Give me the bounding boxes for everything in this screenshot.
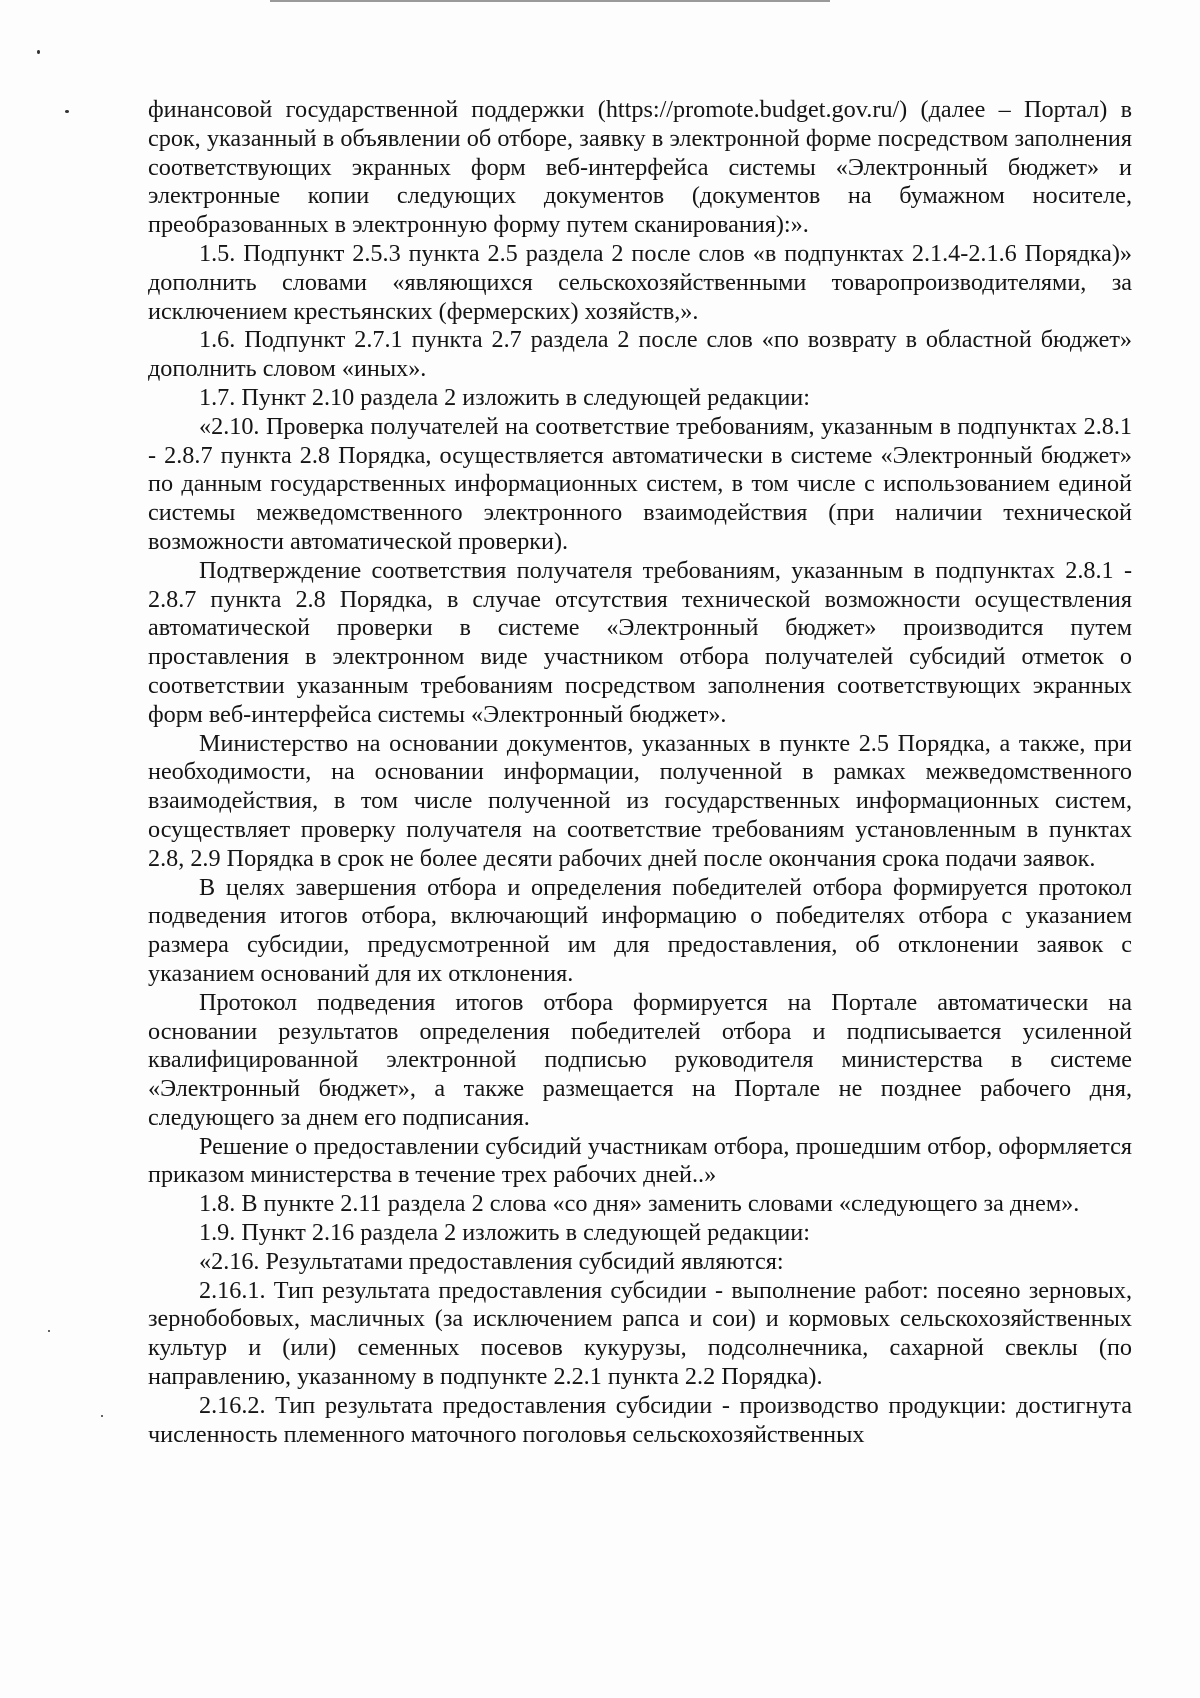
paragraph: 1.5. Подпункт 2.5.3 пункта 2.5 раздела 2 после слов «в подпунктах 2.1.4-2.1.6 Порядка)» дополнить словами «являющихся сельскохозяйственными товаропроизводителями, за исключением крестьянских (фермерских) хозяйств,». [148,239,1132,325]
paragraph: В целях завершения отбора и определения победителей отбора формируется протокол подведения итогов отбора, включающий информацию о победителях отбора с указанием размера субсидии, предусмотренной им для предоставления, об отклонении заявок с указанием оснований для их отклонения. [148,873,1132,987]
scan-speck [48,1330,50,1332]
paragraph: Решение о предоставлении субсидий участникам отбора, прошедшим отбор, оформляется приказом министерства в течение трех рабочих дней..» [148,1132,1132,1189]
paragraph: 1.7. Пункт 2.10 раздела 2 изложить в следующей редакции: [199,383,810,411]
paragraph: Министерство на основании документов, указанных в пункте 2.5 Порядка, а также, при необходимости, на основании информации, полученной в рамках межведомственного взаимодействия, в том числе полученной из государственных информационных систем, осуществляет проверку получателя на соответствие требованиям установленным в пунктах 2.8, 2.9 Порядка в срок не более десяти рабочих дней после окончания срока подачи заявок. [148,729,1132,872]
paragraph: Подтверждение соответствия получателя требованиям, указанным в подпунктах 2.8.1 - 2.8.7 пункта 2.8 Порядка, в случае отсутствия технической возможности осуществления автоматической проверки в системе «Электронный бюджет» производится путем проставления в электронном виде участником отбора получателей субсидий отметок о соответствии указанным требованиям посредством заполнения соответствующих экранных форм веб-интерфейса системы «Электронный бюджет». [148,556,1132,728]
scan-top-edge [270,0,830,2]
paragraph: 1.6. Подпункт 2.7.1 пункта 2.7 раздела 2 после слов «по возврату в областной бюджет» дополнить словом «иных». [148,326,1132,383]
paragraph: 1.9. Пункт 2.16 раздела 2 изложить в следующей редакции: [199,1219,810,1247]
scan-speck [65,110,69,113]
paragraph: 2.16.1. Тип результата предоставления субсидии - выполнение работ: посеяно зерновых, зернобобовых, масличных (за исключением рапса и сои) и кормовых сельскохозяйственных культур и (или) семенных посевов кукурузы, подсолнечника, сахарной свеклы (по направлению, указанному в подпункте 2.2.1 пункта 2.2 Порядка). [148,1276,1132,1391]
paragraph: «2.10. Проверка получателей на соответствие требованиям, указанным в подпунктах 2.8.1 - 2.8.7 пункта 2.8 Порядка, осуществляется автоматически в системе «Электронный бюджет» по данным государственных информационных систем, в том числе с использованием единой системы межведомственного электронного взаимодействия (при наличии технической возможности автоматической проверки). [148,412,1132,555]
scan-speck [101,1415,103,1417]
paragraph: «2.16. Результатами предоставления субсидий являются: [199,1247,784,1275]
paragraph: 1.8. В пункте 2.11 раздела 2 слова «со дня» заменить словами «следующего за днем». [199,1190,1080,1218]
scan-speck [37,50,40,54]
document-body [148,96,1132,1449]
paragraph: финансовой государственной поддержки (https://promote.budget.gov.ru/) (далее – Портал) в срок, указанный в объявлении об отборе, заявку в электронной форме посредством заполнения соответствующих экранных форм веб-интерфейса системы «Электронный бюджет» и электронные копии следующих документов (документов на бумажном носителе, преобразованных в электронную форму путем сканирования):». [148,96,1132,239]
paragraph: 2.16.2. Тип результата предоставления субсидии - производство продукции: достигнута численность племенного маточного поголовья сельскохозяйственных [148,1391,1132,1448]
paragraph: Протокол подведения итогов отбора формируется на Портале автоматически на основании результатов определения победителей отбора и подписывается усиленной квалифицированной электронной подписью руководителя министерства в системе «Электронный бюджет», а также размещается на Портале не позднее рабочего дня, следующего за днем его подписания. [148,988,1132,1131]
